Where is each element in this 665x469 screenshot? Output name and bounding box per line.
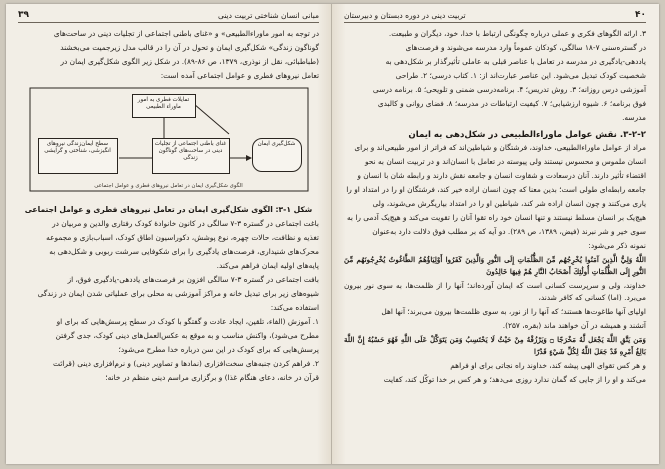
translation-line: و هر کس تقوای الهی پیشه کند، خداوند راه نجاتی برای او فراهم xyxy=(450,361,646,370)
paragraph-line: هیچ‌یک بر انسان مسلط نیستند و تنها انسان خود راه تقوا آنان را تقویت می‌کند و هیچ‌یک آدمی را به xyxy=(346,213,646,222)
paragraph-line: شخصیت کودک تبدیل می‌شود. این عناصر عبارت‌اند از: ۱. کتاب درسی؛ ۲. طراحی xyxy=(395,71,646,80)
right-page-title: تربیت دینی در دوره دبستان و دبیرستان xyxy=(344,10,466,20)
paragraph-line: جامعه رابطه‌ای طولی است؛ بدین معنا که چون انسان اراده خیر کند، فرشتگان او را در امتداد او را xyxy=(346,185,646,194)
paragraph-line: باغت اجتماعی در گستره ۳-۷ سالگی در کانون خانوادهٔ کودک رفتاری والدین و مربیان در xyxy=(52,219,319,228)
paragraph-line: ۲. فراهم کردن جنبه‌های سخت‌افزاری (نمادها و تصاویر دینی) و نرم‌افزاری دینی (قرائت xyxy=(52,359,319,368)
paragraph-line: مراد از عوامل ماوراءالطبیعی، خداوند، فرشتگان و شیاطین‌اند که فراتر از امور طبیعی‌اند و برای xyxy=(354,143,646,152)
paragraph-line: گوناگون زندگی» شکل‌گیری ایمان و تحول در آن را در قالب مدل زیرجمیت می‌بخشند xyxy=(60,43,319,52)
faith-formation-diagram xyxy=(24,86,314,201)
paragraph-line: استفاده می‌کند: xyxy=(270,303,319,312)
translation-line: می‌کند و او را از جایی که گمان ندارد روزی می‌دهد؛ و هر کس بر خدا توکّل کند، کفایت xyxy=(383,375,646,384)
left-page-title: مبانی انسان شناختی تربیت دینی xyxy=(218,10,319,20)
paragraph-line: محرک‌های شنیداری، فرصت‌های یادگیری را برای شکوفایی سرشت ربوبی و شکل‌دهی به xyxy=(49,247,319,256)
paragraph-line: در گستره‌سنی ۷-۱۸ سالگی، کودکان عموماً وارد مدرسه می‌شوند و فرصت‌های xyxy=(405,43,646,52)
paragraph-line: پرسش‌هایی که برای کودک در این سن درباره خدا مطرح می‌شود؛ xyxy=(118,345,319,354)
translation-line: آتشند و همیشه در آن خواهند ماند (بقره، ۲۵۷). xyxy=(502,321,646,330)
quran-verse-1: اللَّهُ وَلِيُّ الَّذِينَ آمَنُوا يُخْرِجُهُم مِّنَ الظُّلُمَاتِ إِلَى النُّورِ وَالَّذِينَ كَفَرُوا أَوْلِيَاؤُهُمُ الطَّاغُوتُ يُخْرِجُونَهُم مِّنَ النُّورِ إِلَى الظُّلُمَاتِ أُولَٰئِكَ أَصْحَابُ النَّارِ هُمْ فِيهَا خَالِدُونَ xyxy=(344,255,646,276)
paragraph-line: فوق برنامه؛ ۶. شیوه ارزشیابی؛ ۷. کیفیت ارتباطات در مدرسه؛ ۸. فضای روانی و کالبدی xyxy=(377,99,646,108)
paragraph-line: شیوه‌های زیر برای تبدیل خانه و مراکز آموزشی به محلی برای عملیاتی شدن ایمان در زندگی xyxy=(37,289,319,298)
paragraph-line: یاددهی-یادگیری در مدرسه در تعامل با عناصر قبلی به عاملی تأثیرگذار بر شکل‌دهی به xyxy=(385,57,646,66)
paragraph-line: یاری می‌کنند و چون انسان اراده شر کند، شیاطین او را در امتداد بیاریگرش می‌شوند، ولی xyxy=(372,199,646,208)
paragraph-line: مطرح می‌شود)، واکنش مناسب و به موقع به عکس‌العمل‌های دینی کودک، جدی گرفتن xyxy=(55,331,319,340)
book-spread xyxy=(6,4,659,464)
paragraph-line: سوی خیر و شر نبرند (فیض، ۱۳۸۹، ص ۲۸۹). دو آیه که بر مطلب فوق دلالت دارد به‌عنوان xyxy=(372,227,646,236)
diagram-box-social: غنای باطنی اجتماعی از تجلیات دینی در ساحت‌های گوناگون زندگی xyxy=(152,138,230,174)
paragraph-line: نمونه ذکر می‌شود: xyxy=(588,241,646,250)
figure-caption: شکل ۱-۳: الگوی شکل‌گیری ایمان در تعامل نیروهای فطری و عوامل اجتماعی xyxy=(24,205,313,214)
diagram-box-faith: شکل‌گیری ایمان xyxy=(252,138,302,172)
paragraph-line: در توجه به امور ماوراءالطبیعی» و «غنای باطنی اجتماعی از تجلیات دینی در ساحت‌های xyxy=(53,29,319,38)
paragraph-line: (طباطبائی، نقل از نوذری، ۱۳۷۹، ص ۸۶-۸۹). در شکل زیر الگوی شکل‌گیری ایمان در xyxy=(60,57,319,66)
quran-verse-2: وَمَن يَتَّقِ اللَّهَ يَجْعَل لَّهُ مَخْرَجًا ۝ وَيَرْزُقْهُ مِنْ حَيْثُ لَا يَحْتَسِبُ وَمَن يَتَوَكَّلْ عَلَى اللَّهِ فَهُوَ حَسْبُهُ إِنَّ اللَّهَ بَالِغُ أَمْرِهِ قَدْ جَعَلَ اللَّهُ لِكُلِّ شَيْءٍ قَدْرًا xyxy=(344,335,646,356)
diagram-box-fitrat: تمایلات فطری به امور ماوراء الطبیعی xyxy=(132,94,196,118)
right-page-header xyxy=(344,10,646,23)
paragraph-line: پایه‌های اولیه ایمان فراهم می‌کند. xyxy=(216,261,319,270)
section-heading: ۳-۲-۲. نقش عوامل ماوراءالطبیعی در شکل‌دهی به ایمان xyxy=(408,130,646,140)
left-page xyxy=(6,4,332,464)
translation-line: خداوند، ولی و سرپرست کسانی است که ایمان آورده‌اند؛ آنها را از ظلمت‌ها، به سوی نور بیرون می‌برد. (اما) کسانی که کافر شدند، xyxy=(344,281,646,302)
paragraph-line: اقتضاء تأثیر دارند. آنان درسعادت و شقاوت انسان و جامعه نقش دارند و رابطه شان با انسان و xyxy=(357,171,646,180)
paragraph-line: تغذیه و نظافت، حالات چهره، نوع پوشش، دکوراسیون اطاق کودک، اسباب‌بازی و مجموعه xyxy=(46,233,319,242)
translation-line: اولیای آنها طاغوت‌ها هستند؛ که آنها را از نور، به سوی ظلمت‌ها بیرون می‌برند؛ آنها اهل xyxy=(381,307,646,316)
paragraph-line: آموزشی درس روزانه؛ ۳. روش تدریس؛ ۴. برنامه‌درسی ضمنی و تلویحی؛ ۵. برنامه درسی xyxy=(372,85,646,94)
diagram-box-forces: سطح ایمان‌زندگی نیروهای انگیزشی، شناختی و گرایشی xyxy=(38,138,118,174)
left-page-number: ۳۹ xyxy=(18,10,29,20)
left-page-header xyxy=(18,10,319,23)
diagram-inner-caption: الگوی شکل‌گیری ایمان در تعامل نیروهای فطری و عوامل اجتماعی xyxy=(94,183,243,189)
paragraph-line: مدرسه. xyxy=(622,113,646,122)
paragraph-line: قرآن در خانه، دعای هنگام غذا) و برگزاری مراسم دینی منظم در خانه؛ xyxy=(105,373,319,382)
paragraph-line: انسان ملموس و محسوس نیستند ولی پیوسته در تعامل با انسان‌اند و در تربیت انسان به نحو xyxy=(364,157,646,166)
paragraph-line: ۱. آموزش (الفاء، تلقین، ایجاد عادت و گفتگو با کودک در سطح پرسش‌هایی که برای او xyxy=(56,317,319,326)
paragraph-line: ۳. ارائه الگوهای فکری و عملی درباره چگونگی ارتباط با خدا، خود، دیگران و طبیعت. xyxy=(388,29,646,38)
paragraph-line: تعامل نیروهای فطری و عوامل اجتماعی آمده است: xyxy=(160,71,319,80)
paragraph-line: بافت اجتماعی در گستره ۳-۷ سالگی افزون بر فرصت‌های یاددهی-یادگیری فوق، از xyxy=(67,275,319,284)
right-page-number: ۴۰ xyxy=(635,10,646,20)
right-page xyxy=(332,4,658,464)
